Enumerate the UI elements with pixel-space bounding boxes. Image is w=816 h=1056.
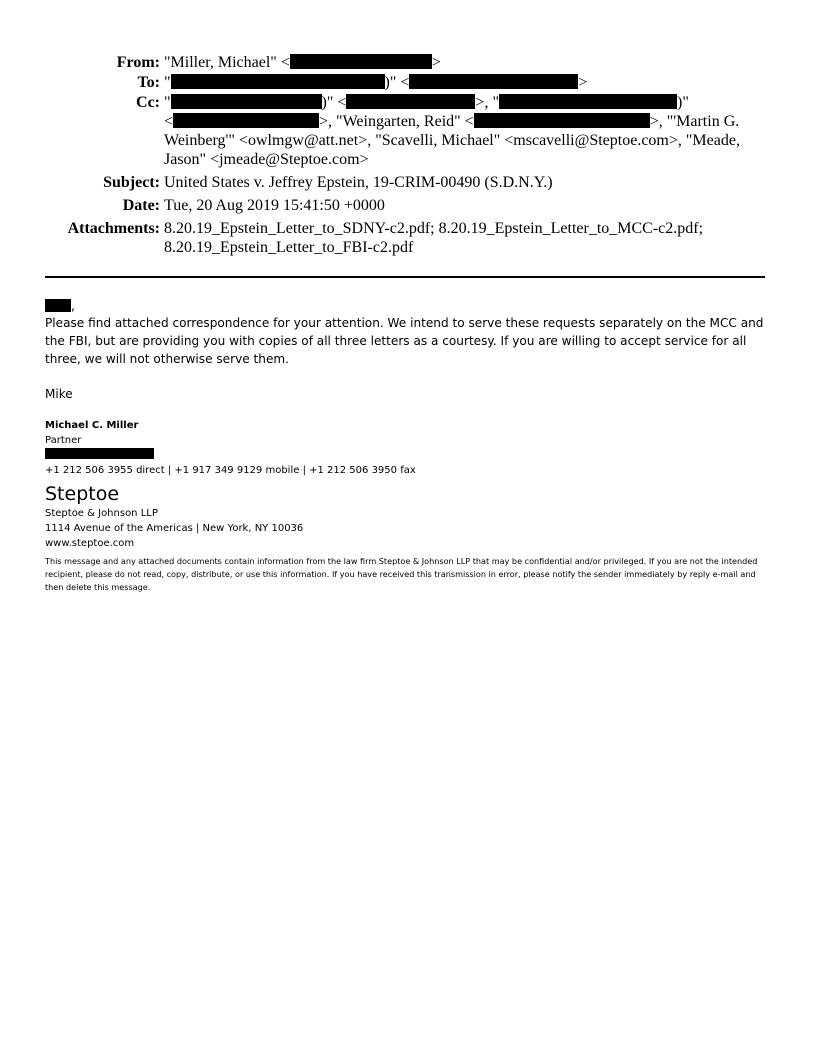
cc-line: " )" < >, " )" xyxy=(164,94,689,111)
closing: Mike xyxy=(45,387,73,401)
redaction-box xyxy=(45,448,154,459)
redaction-box xyxy=(171,74,385,89)
subject-label: Subject: xyxy=(103,174,160,191)
signature-block xyxy=(45,418,770,594)
signature-phones: +1 212 506 3955 direct | +1 917 349 9129 mobile | +1 212 506 3950 fax xyxy=(45,465,416,476)
firm-name: Steptoe & Johnson LLP xyxy=(45,508,158,519)
redaction-box xyxy=(409,74,578,89)
signature-title: Partner xyxy=(45,435,82,446)
brand-logo-text: Steptoe xyxy=(45,483,120,505)
subject-value: United States v. Jeffrey Epstein, 19-CRIM-00490 (S.D.N.Y.) xyxy=(164,174,553,191)
firm-address: 1114 Avenue of the Americas | New York, NY 10036 xyxy=(45,523,304,534)
signature-name: Michael C. Miller xyxy=(45,420,139,431)
message-body xyxy=(45,298,770,594)
redaction-box xyxy=(290,54,432,69)
cc-line: Weinberg'" <owlmgw@att.net>, "Scavelli, Michael" <mscavelli@Steptoe.com>, "Meade, xyxy=(164,132,740,149)
attachment-line: 8.20.19_Epstein_Letter_to_FBI-c2.pdf xyxy=(164,239,414,256)
date-value: Tue, 20 Aug 2019 15:41:50 +0000 xyxy=(164,197,385,214)
redaction-box xyxy=(346,94,475,109)
subject-row xyxy=(40,173,765,192)
firm-website: www.steptoe.com xyxy=(45,538,135,549)
redaction-box xyxy=(171,94,322,109)
email-headers xyxy=(40,53,765,258)
header-divider xyxy=(45,276,765,278)
redaction-box xyxy=(499,94,677,109)
legal-disclaimer: This message and any attached documents contain information from the law firm Steptoe & Johnson LLP that may be confidential and/or privileged. If you are not the intended recipient, please do not read, copy, distribute, or use this information. If you have received this transmission in error, please notify the sender immediately by reply e-mail and then delete this message. xyxy=(45,556,758,592)
redaction-box xyxy=(474,113,650,128)
cc-label: Cc: xyxy=(136,94,160,111)
date-row xyxy=(40,196,765,215)
cc-line: Jason" <jmeade@Steptoe.com> xyxy=(164,151,369,168)
attachment-line: 8.20.19_Epstein_Letter_to_SDNY-c2.pdf; 8.20.19_Epstein_Letter_to_MCC-c2.pdf; xyxy=(164,220,704,237)
attachments-label: Attachments: xyxy=(67,220,160,237)
to-label: To: xyxy=(137,74,160,91)
greeting: , xyxy=(45,298,770,314)
from-label: From: xyxy=(116,54,160,71)
attachments-row xyxy=(40,219,765,257)
cc-line: < >, "Weingarten, Reid" < >, "'Martin G. xyxy=(164,113,740,130)
date-label: Date: xyxy=(122,197,160,214)
cc-value xyxy=(164,93,765,169)
redaction-box xyxy=(173,113,319,128)
cc-row xyxy=(40,93,765,169)
message-paragraph: Please find attached correspondence for your attention. We intend to serve these requests separately on the MCC and the FBI, but are providing you with copies of all three letters as a courtesy. If you are willing to accept service for all three, we will not otherwise serve them. xyxy=(45,316,764,366)
to-row xyxy=(40,73,765,92)
signature-redacted-line xyxy=(45,448,770,463)
from-row xyxy=(40,53,765,72)
attachments-value xyxy=(164,219,765,257)
from-value: "Miller, Michael" < > xyxy=(164,54,441,71)
redaction-box xyxy=(45,299,71,312)
to-value: " )" < > xyxy=(164,74,588,91)
